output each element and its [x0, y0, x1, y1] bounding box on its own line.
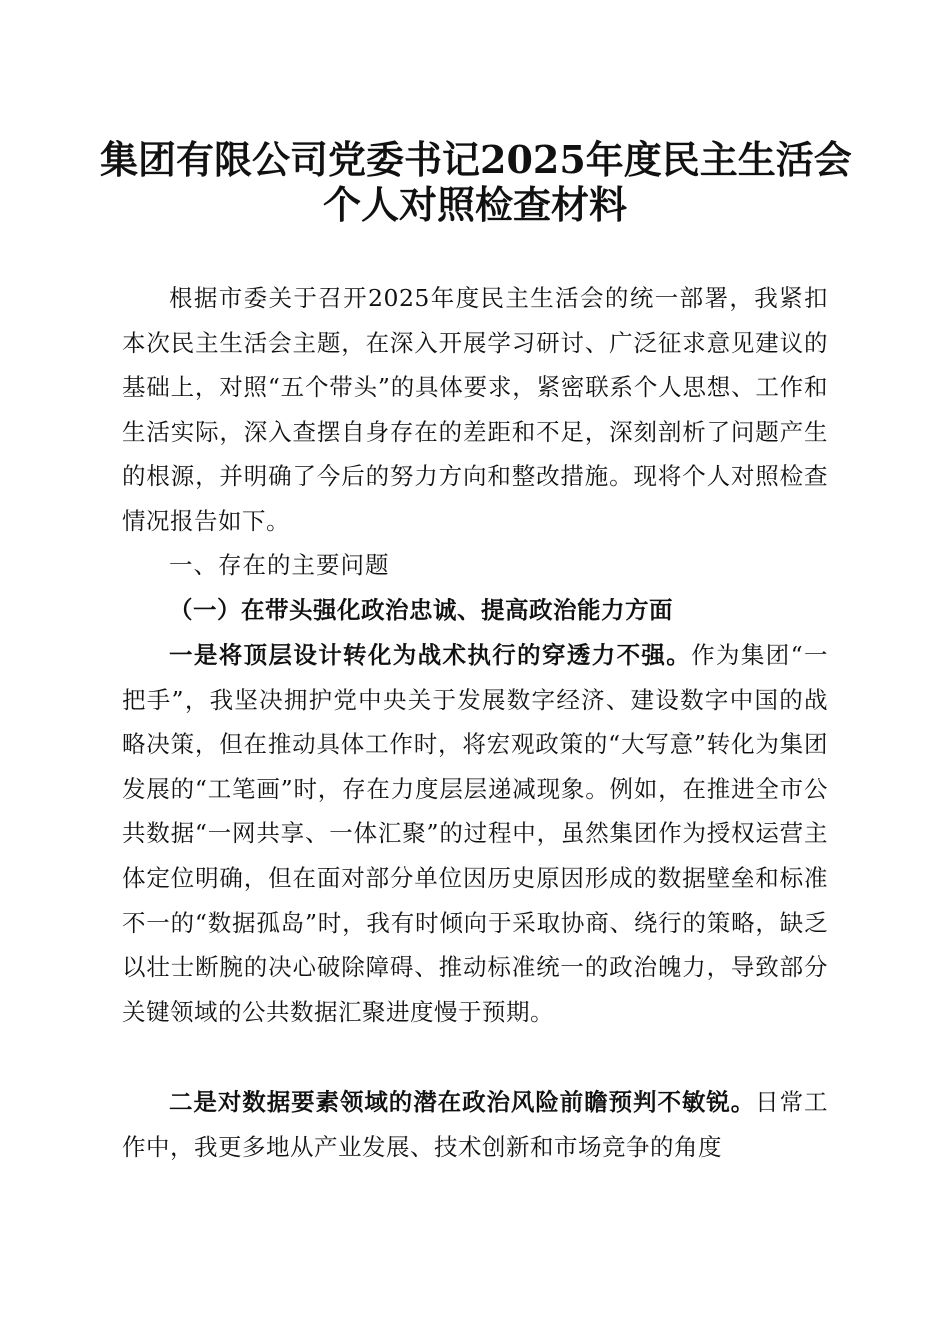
point-one-body: 作为集团“一把手”，我坚决拥护党中央关于发展数字经济、建设数字中国的战略决策，但在推动具体工作时，将宏观政策的“大写意”转化为集团发展的“工笔画”时，存在力度层层递减现象。例如，在推进全市公共数据“一网共享、一体汇聚”的过程中，虽然集团作为授权运营主体定位明确，但在面对部分单位因历史原因形成的数据壁垒和标准不一的“数据孤岛”时，我有时倾向于采取协商、绕行的策略，缺乏以壮士断腕的决心破除障碍、推动标准统一的政治魄力，导致部分关键领域的公共数据汇聚进度慢于预期。	[122, 641, 829, 1026]
document-title-line1: 集团有限公司党委书记2025年度民主生活会	[100, 137, 852, 182]
subsection-heading-1: （一）在带头强化政治忠诚、提高政治能力方面	[169, 596, 673, 624]
document-title-line2: 个人对照检查材料	[322, 182, 627, 227]
point-one-paragraph	[122, 633, 828, 1034]
point-two-lead: 二是对数据要素领域的潜在政治风险前瞻预判不敏锐。	[169, 1088, 756, 1116]
point-one-lead: 一是将顶层设计转化为战术执行的穿透力不强。	[169, 641, 692, 669]
point-two-body: 日常工作中，我更多地从产业发展、技术创新和市场竞争的角度	[122, 1088, 829, 1161]
intro-paragraph: 根据市委关于召开2025年度民主生活会的统一部署，我紧扣本次民主生活会主题，在深入开展学习研讨、广泛征求意见建议的基础上，对照“五个带头”的具体要求，紧密联系个人思想、工作和生活实际，深入查摆自身存在的差距和不足，深刻剖析了问题产生的根源，并明确了今后的努力方向和整改措施。现将个人对照检查情况报告如下。	[122, 284, 828, 535]
section-heading-1: 一、存在的主要问题	[169, 551, 390, 579]
point-two-paragraph	[122, 1080, 828, 1169]
